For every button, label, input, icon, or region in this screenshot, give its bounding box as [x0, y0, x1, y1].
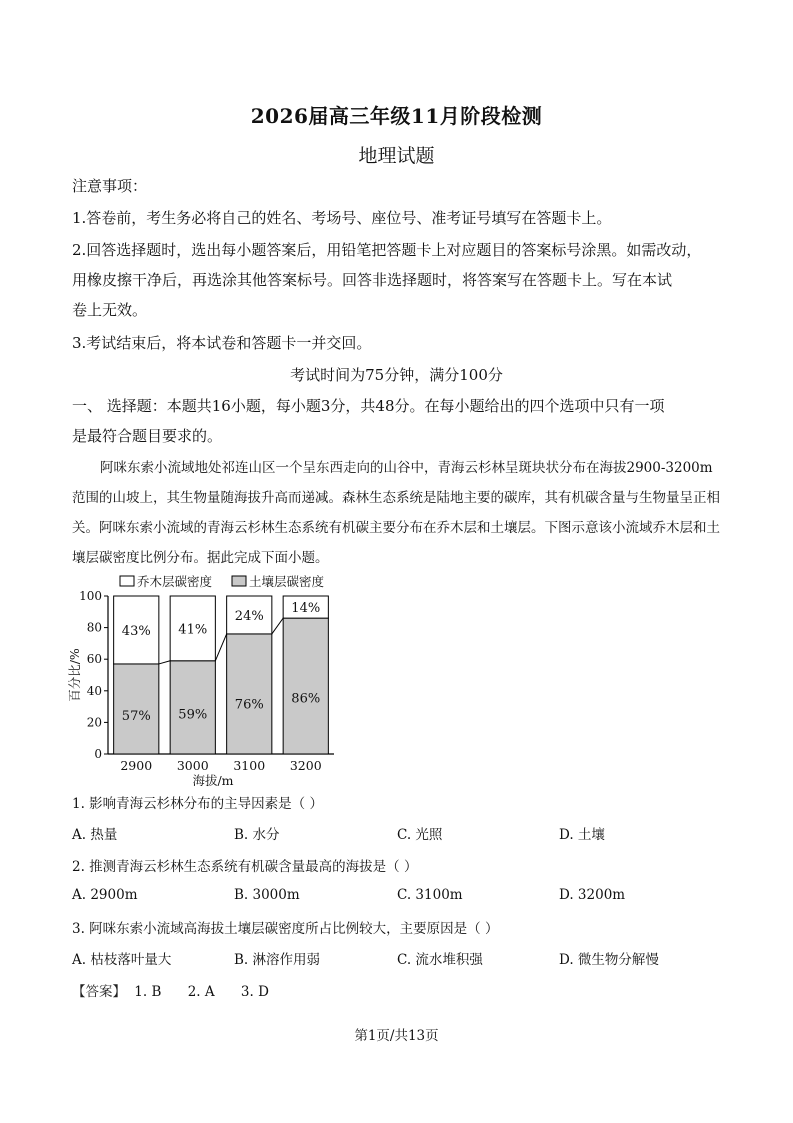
soil-boundary-connector — [215, 634, 226, 661]
question-1-option-d[interactable]: D. 土壤 — [559, 827, 605, 843]
exam-time: 考试时间为75分钟，满分100分 — [290, 366, 503, 384]
answer-2: 2. A — [187, 984, 215, 1000]
legend-swatch-soil-layer — [232, 576, 246, 586]
notice-item-2-line-3: 卷上无效。 — [72, 301, 148, 319]
question-3-options — [72, 948, 732, 968]
question-3-option-d[interactable]: D. 微生物分解慢 — [559, 952, 659, 968]
notice-item-2-line-1: 2.回答选择题时，选出每小题答案后，用铅笔把答题卡上对应题目的答案标号涂黑。如需改动， — [72, 241, 702, 259]
data-label-soil-layer: 86% — [291, 691, 321, 707]
question-3-option-b[interactable]: B. 淋溶作用弱 — [234, 952, 321, 968]
section-1-line-1: 一、 选择题：本题共16小题，每小题3分，共48分。在每小题给出的四个选项中只有一项 — [72, 397, 665, 415]
y-tick-label: 100 — [79, 589, 102, 603]
question-3-option-a[interactable]: A. 枯枝落叶量大 — [72, 952, 172, 968]
question-2-stem: 2. 推测青海云杉林生态系统有机碳含量最高的海拔是（ ） — [72, 859, 418, 875]
carbon-density-chart — [62, 572, 352, 790]
x-tick-label: 3100 — [233, 758, 266, 773]
question-2-option-b[interactable]: B. 3000m — [234, 887, 300, 903]
notice-item-2-line-2: 用橡皮擦干净后，再选涂其他答案标号。回答非选择题时，将答案写在答题卡上。写在本试 — [72, 271, 673, 289]
page-title: 2026届高三年级11月阶段检测 — [250, 104, 543, 128]
page-footer: 第1页/共13页 — [354, 1028, 439, 1044]
notice-item-1: 1.答卷前，考生务必将自己的姓名、考场号、座位号、准考证号填写在答题卡上。 — [72, 209, 612, 227]
legend-label-tree-layer: 乔木层碳密度 — [137, 574, 213, 589]
answer-tag: 【答案】 — [72, 984, 126, 1000]
question-1-option-b[interactable]: B. 水分 — [234, 827, 280, 843]
y-tick-label: 80 — [86, 620, 102, 635]
question-2-option-d[interactable]: D. 3200m — [559, 887, 626, 903]
y-tick-label: 0 — [94, 747, 102, 761]
notice-item-3: 3.考试结束后，将本试卷和答题卡一并交回。 — [72, 334, 372, 352]
y-tick-label: 40 — [86, 683, 102, 698]
data-label-tree-layer: 14% — [291, 601, 321, 617]
soil-boundary-connector — [272, 618, 283, 634]
data-label-soil-layer: 59% — [178, 707, 208, 723]
question-3-stem: 3. 阿咪东索小流域高海拔土壤层碳密度所占比例较大，主要原因是（ ） — [72, 921, 499, 937]
legend-label-soil-layer: 土壤层碳密度 — [249, 574, 325, 589]
notice-heading: 注意事项： — [72, 177, 148, 195]
x-tick-label: 2900 — [120, 758, 153, 773]
soil-boundary-connector — [159, 661, 170, 664]
y-axis-label: 百分比/% — [67, 648, 82, 702]
legend-swatch-tree-layer — [120, 576, 134, 586]
x-axis-label: 海拔/m — [192, 773, 234, 788]
answer-1: 1. B — [134, 984, 162, 1000]
data-label-tree-layer: 24% — [234, 608, 264, 624]
reading-passage: 阿咪东索小流域地处祁连山区一个呈东西走向的山谷中，青海云杉林呈斑块状分布在海拔2900-3200m范围的山坡上，其生物量随海拔升高而递减。森林生态系统是陆地主要的碳库，其有机碳含量与生物量呈正相关。阿咪东索小流域的青海云杉林生态系统有机碳主要分布在乔木层和土壤层。下图示意该小流域乔木层和土壤层碳密度比例分布。据此完成下面小题。 — [72, 460, 720, 566]
question-1-stem: 1. 影响青海云杉林分布的主导因素是（ ） — [72, 796, 323, 812]
section-1-line-2: 是最符合题目要求的。 — [72, 427, 223, 445]
data-label-tree-layer: 41% — [178, 622, 208, 638]
answer-3: 3. D — [240, 984, 269, 1000]
question-3-option-c[interactable]: C. 流水堆积强 — [397, 952, 483, 968]
data-label-soil-layer: 57% — [121, 708, 151, 724]
y-tick-label: 60 — [86, 652, 102, 667]
bar-soil-layer — [227, 634, 272, 754]
data-label-soil-layer: 76% — [234, 697, 264, 713]
x-tick-label: 3000 — [176, 758, 209, 773]
question-1-options — [72, 823, 732, 843]
bar-soil-layer — [283, 618, 328, 754]
x-tick-label: 3200 — [289, 758, 322, 773]
question-1-option-c[interactable]: C. 光照 — [397, 827, 443, 843]
question-2-option-a[interactable]: A. 2900m — [72, 887, 138, 903]
question-2-option-c[interactable]: C. 3100m — [397, 887, 463, 903]
page-subtitle: 地理试题 — [358, 145, 435, 167]
y-tick-label: 20 — [86, 715, 102, 730]
answer-line — [72, 980, 291, 1000]
question-2-options — [72, 887, 732, 907]
data-label-tree-layer: 43% — [121, 623, 151, 639]
question-1-option-a[interactable]: A. 热量 — [72, 827, 118, 843]
